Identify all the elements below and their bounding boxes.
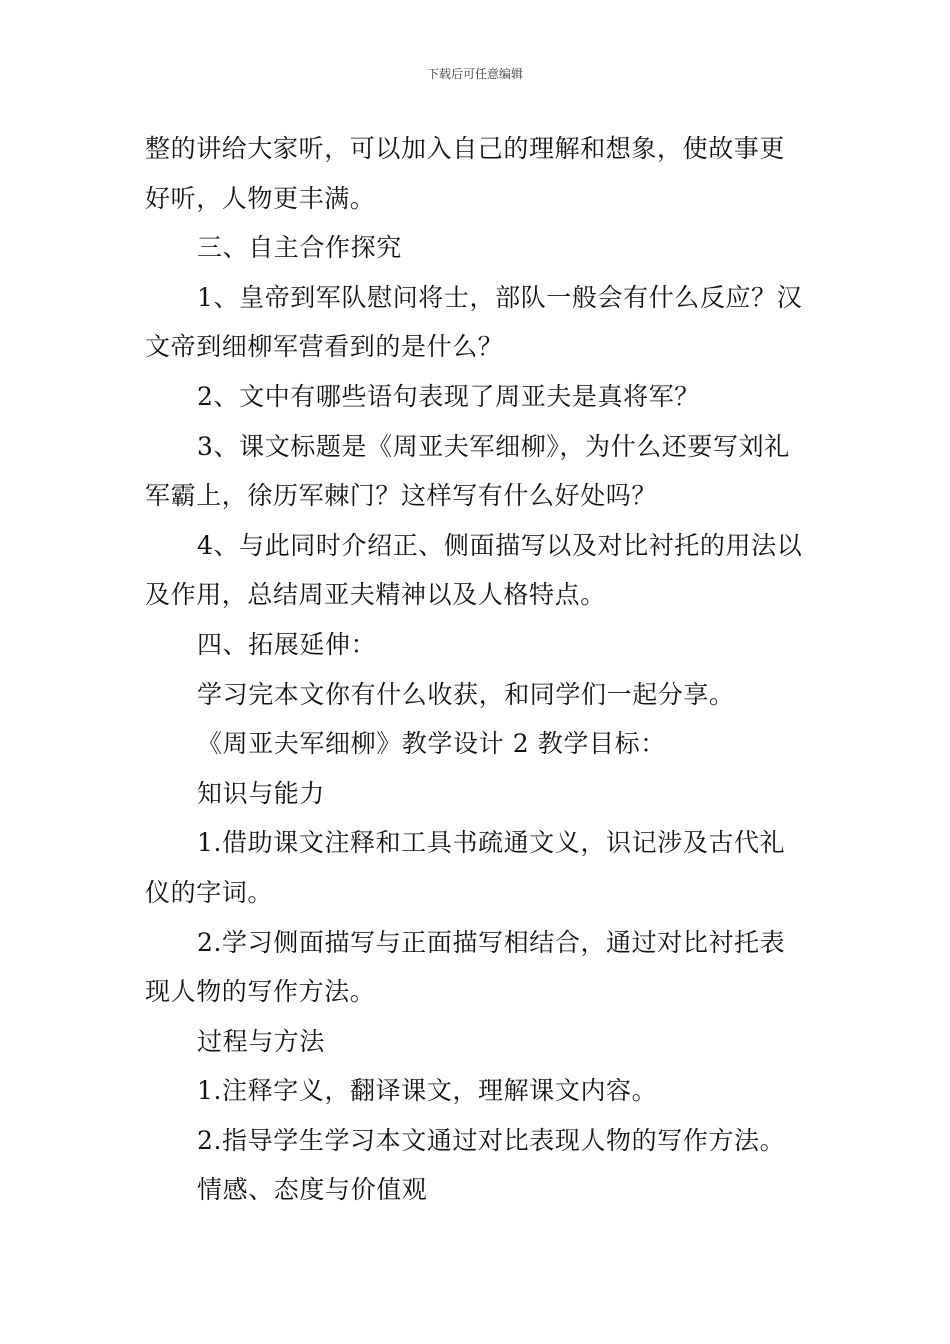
subheading-process: 过程与方法	[197, 1026, 326, 1056]
question-2: 2、文中有哪些语句表现了周亚夫是真将军？	[197, 381, 700, 411]
question-4: 4、与此同时介绍正、侧面描写以及对比衬托的用法以及作用，总结周亚夫精神以及人格特点。	[145, 530, 803, 610]
knowledge-goal-1: 1.借助课文注释和工具书疏通文义，识记涉及古代礼仪的字词。	[145, 828, 786, 907]
section-heading-4: 四、拓展延伸：	[197, 629, 377, 659]
subheading-knowledge: 知识与能力	[197, 778, 326, 808]
extension-prompt: 学习完本文你有什么收获，和同学们一起分享。	[197, 679, 735, 709]
knowledge-goal-2: 2.学习侧面描写与正面描写相结合，通过对比衬托表现人物的写作方法。	[145, 927, 786, 1007]
process-goal-2: 2.指导学生学习本文通过对比表现人物的写作方法。	[197, 1125, 786, 1155]
question-3: 3、课文标题是《周亚夫军细柳》，为什么还要写刘礼军霸上，徐历军棘门？这样写有什么好处吗？	[145, 431, 790, 511]
paragraph-continuation: 整的讲给大家听，可以加入自己的理解和想象，使故事更好听，人物更丰满。	[145, 134, 786, 213]
section-heading-3: 三、自主合作探究	[197, 233, 402, 263]
question-1: 1、皇帝到军队慰问将士，部队一般会有什么反应？汉文帝到细柳军营看到的是什么？	[145, 282, 803, 362]
document-body	[145, 124, 810, 1215]
subheading-values: 情感、态度与价值观	[197, 1175, 428, 1205]
design-2-title: 《周亚夫军细柳》教学设计 2 教学目标：	[197, 729, 666, 759]
process-goal-1: 1.注释字义，翻译课文，理解课文内容。	[197, 1076, 658, 1106]
page-header: 下载后可任意编辑	[426, 67, 523, 81]
